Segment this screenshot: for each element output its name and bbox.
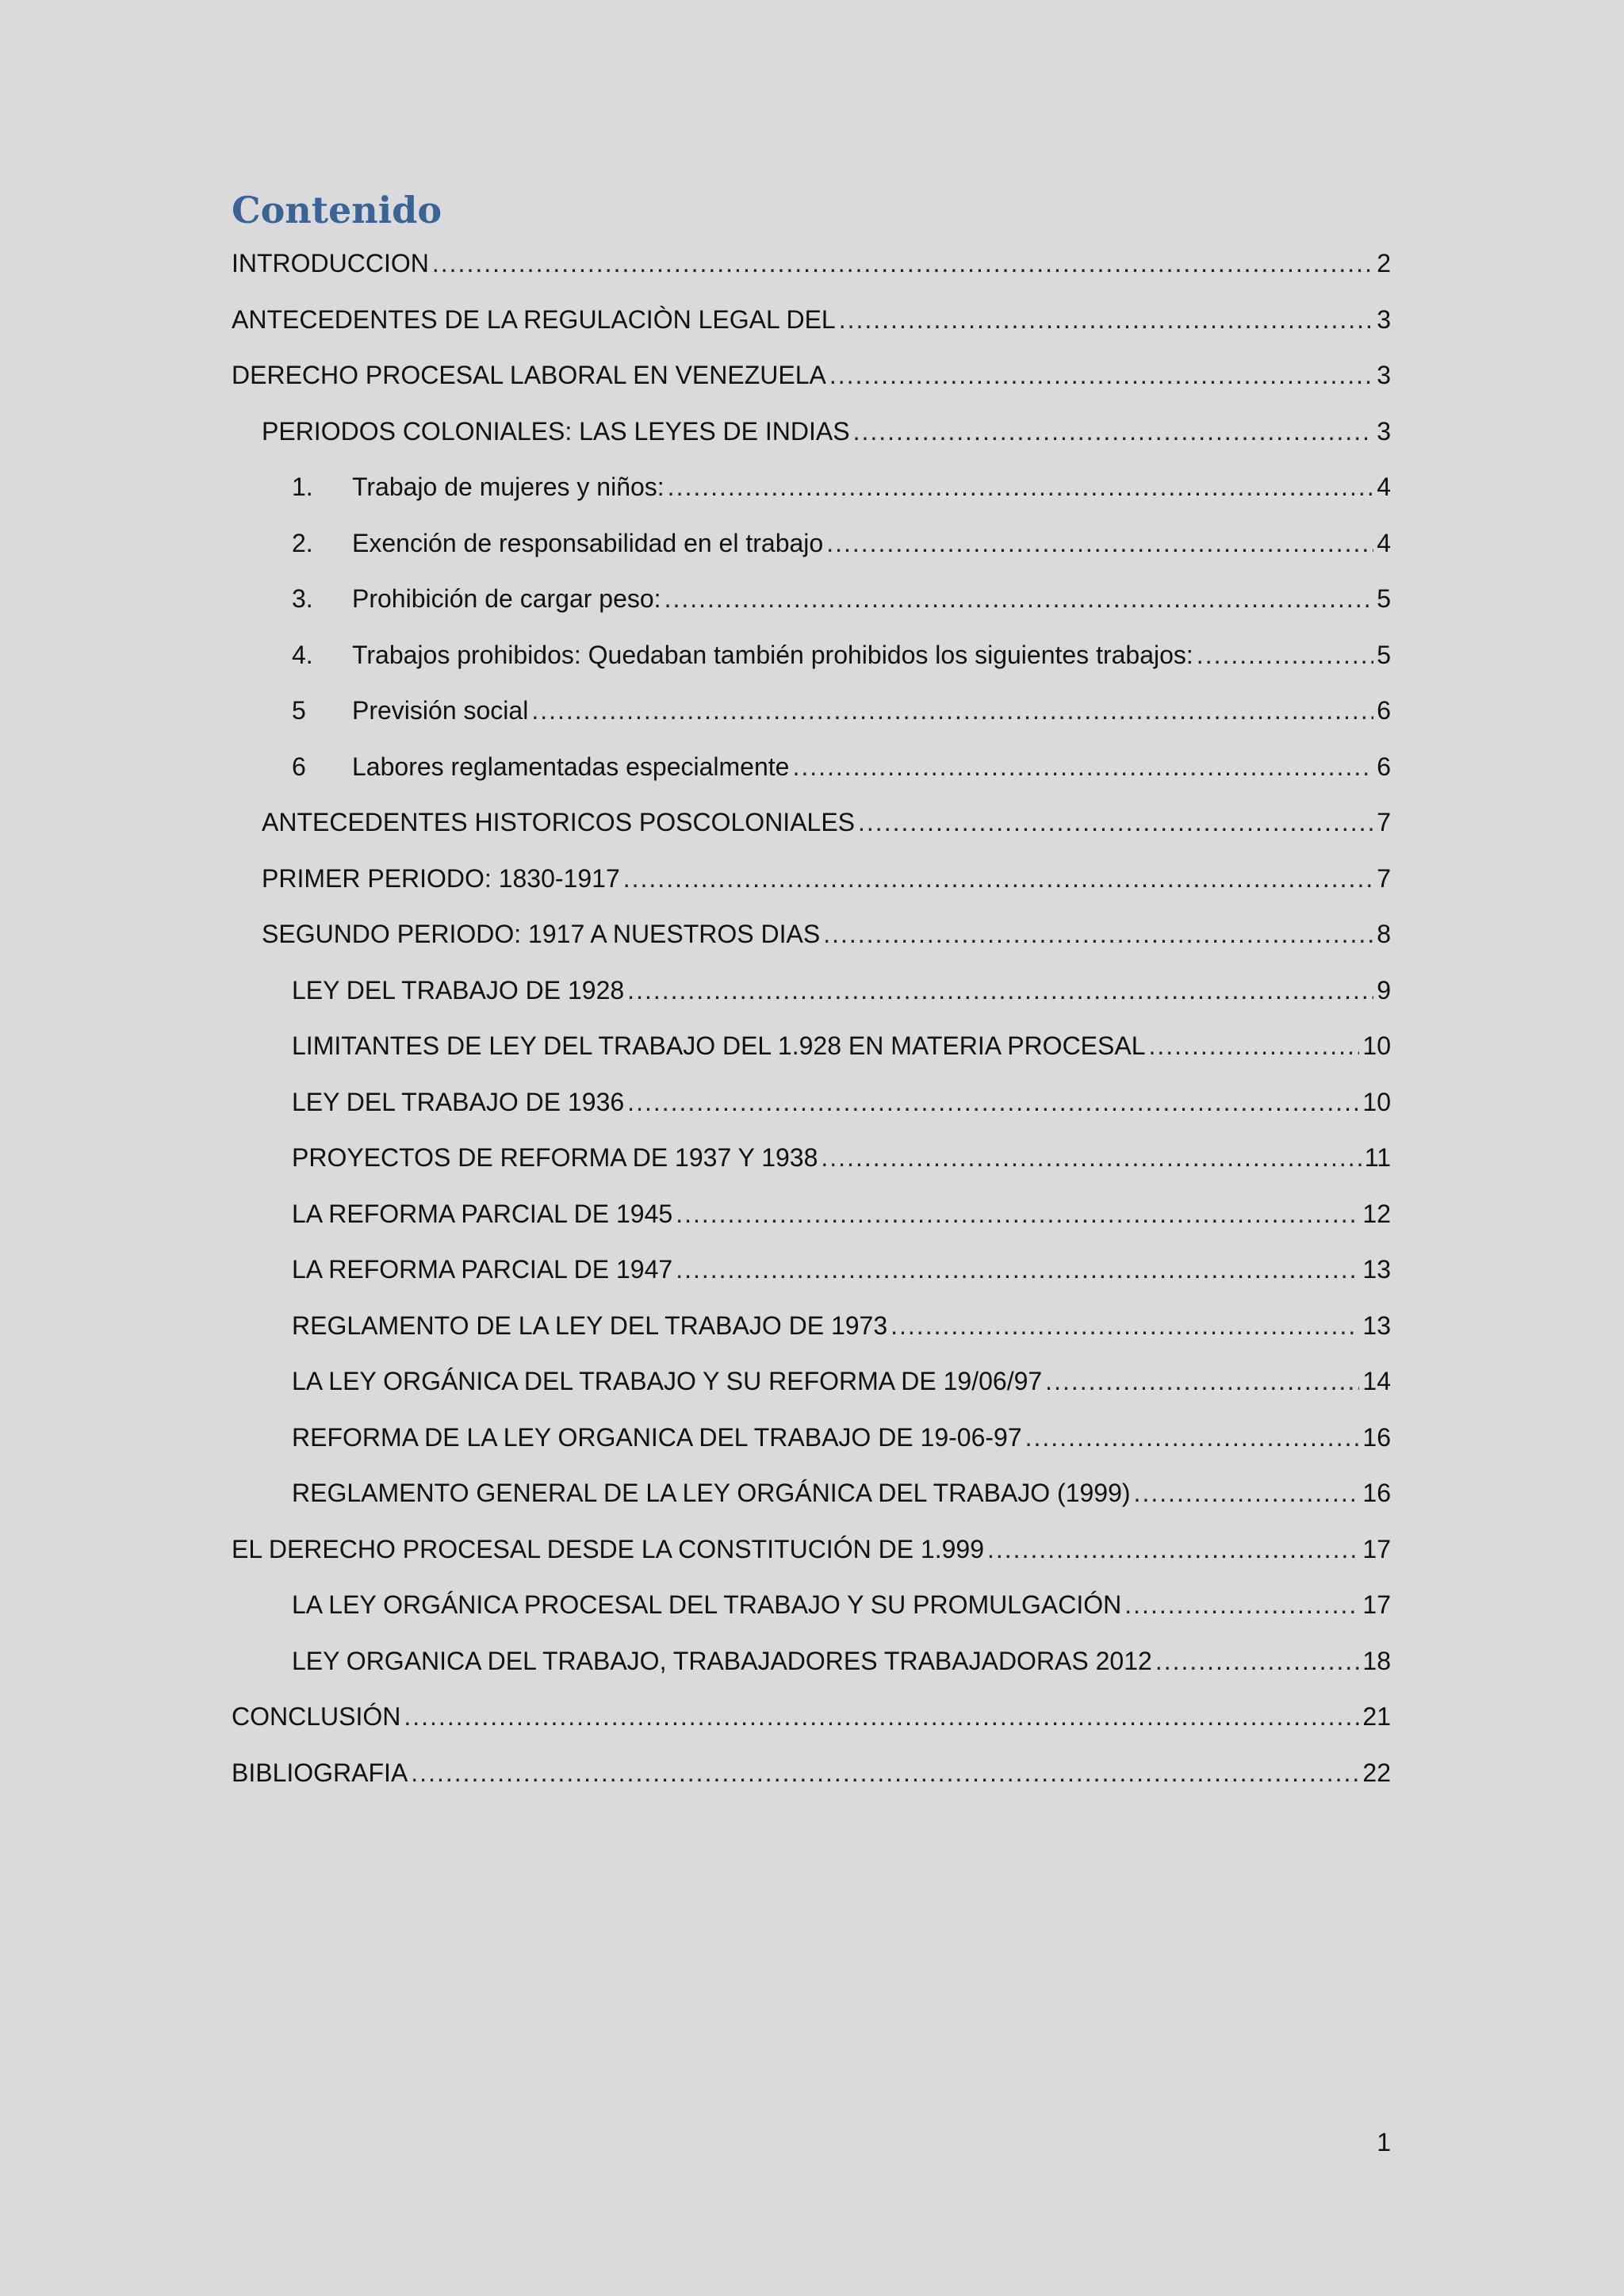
toc-entry-page: 22 [1362,1758,1391,1787]
toc-entry-title: ANTECEDENTES HISTORICOS POSCOLONIALES [262,808,856,836]
toc-entry-title: LA REFORMA PARCIAL DE 1947 [292,1255,673,1284]
toc-entry[interactable] [232,690,1391,746]
toc-entry-title: LEY DEL TRABAJO DE 1936 [292,1087,625,1116]
toc-entry-page: 11 [1364,1143,1391,1172]
toc-entry-title: LEY ORGANICA DEL TRABAJO, TRABAJADORES TRABAJADORAS 2012 [292,1646,1152,1675]
toc-entry-title: REGLAMENTO DE LA LEY DEL TRABAJO DE 1973 [292,1311,888,1340]
page-number: 1 [1377,2128,1391,2156]
toc-entry-number: 2. [292,528,313,557]
toc-entry[interactable] [232,1025,1391,1081]
toc-entry[interactable] [232,802,1391,858]
toc-entry-number: 5 [292,696,306,725]
toc-entry-page: 17 [1362,1590,1391,1619]
toc-entry-page: 7 [1377,808,1391,836]
toc-entry-page: 8 [1377,920,1391,948]
toc-entry[interactable] [232,1137,1391,1193]
toc-entry[interactable] [232,411,1391,467]
toc-entry-page: 4 [1377,528,1391,557]
toc-entry-page: 10 [1362,1031,1391,1060]
toc-entry-title: PROYECTOS DE REFORMA DE 1937 Y 1938 [292,1143,818,1172]
toc-entry[interactable] [232,634,1391,691]
toc-entry-title: PRIMER PERIODO: 1830-1917 [262,863,620,893]
toc-entry-number: 4. [292,640,313,669]
toc-dot-leader [531,690,1373,731]
toc-entry[interactable] [232,1193,1391,1249]
toc-dot-leader [891,1305,1359,1346]
toc-dot-leader [623,858,1373,899]
toc-entry-page: 7 [1377,863,1391,893]
toc-entry-page: 5 [1377,640,1391,669]
toc-dot-leader [858,802,1373,843]
toc-dot-leader [668,466,1374,507]
toc-dot-leader [829,354,1373,396]
toc-entry-title: Exención de responsabilidad en el trabajo [352,528,824,557]
toc-entry-page: 4 [1377,473,1391,501]
toc-heading: Contenido [232,189,442,232]
toc-entry-title: Trabajo de mujeres y niños: [352,473,665,501]
toc-entry-title: SEGUNDO PERIODO: 1917 A NUESTROS DIAS [262,920,821,948]
toc-entry-page: 13 [1362,1255,1391,1284]
toc-entry-title: Prohibición de cargar peso: [352,584,661,613]
toc-entry[interactable] [232,1472,1391,1529]
toc-entry-page: 6 [1377,752,1391,781]
toc-entry-page: 3 [1377,416,1391,446]
toc-entry[interactable] [232,970,1391,1026]
toc-dot-leader [1155,1640,1360,1682]
toc-dot-leader [432,243,1373,284]
toc-entry-title: EL DERECHO PROCESAL DESDE LA CONSTITUCIÓN DE 1.999 [232,1534,984,1563]
toc-entry[interactable] [232,299,1391,355]
toc-entry-page: 21 [1362,1702,1391,1731]
toc-entry-page: 17 [1362,1534,1391,1563]
toc-entry-page: 16 [1362,1479,1391,1507]
toc-entry-page: 16 [1362,1422,1391,1452]
toc-entry-page: 14 [1362,1367,1391,1395]
toc-dot-leader [665,578,1374,619]
toc-entry-number: 1. [292,473,313,501]
toc-dot-leader [1124,1584,1359,1625]
toc-entry[interactable] [232,354,1391,411]
toc-entry-title: ANTECEDENTES DE LA REGULACIÒN LEGAL DEL [232,304,836,334]
toc-entry-page: 6 [1377,696,1391,725]
toc-entry-page: 3 [1377,304,1391,334]
toc-dot-leader [1045,1360,1359,1402]
toc-entry[interactable] [232,1529,1391,1585]
toc-entry-number: 6 [292,752,306,781]
toc-entry-number: 3. [292,584,313,613]
toc-entry[interactable] [232,858,1391,914]
toc-dot-leader [411,1752,1359,1793]
toc-dot-leader [792,746,1373,787]
toc-entry[interactable] [232,1417,1391,1473]
toc-entry-title: DERECHO PROCESAL LABORAL EN VENEZUELA [232,361,826,389]
toc-entry[interactable] [232,466,1391,522]
toc-entry-title: BIBLIOGRAFIA [232,1758,408,1787]
toc-dot-leader [839,299,1374,340]
toc-entry[interactable] [232,1360,1391,1417]
toc-entry[interactable] [232,1640,1391,1697]
toc-dot-leader [987,1529,1359,1570]
toc-entry[interactable] [232,243,1391,299]
toc-entry-page: 13 [1362,1311,1391,1340]
table-of-contents [232,243,1391,1808]
toc-entry[interactable] [232,578,1391,634]
toc-entry-page: 3 [1377,361,1391,389]
toc-entry-page: 18 [1362,1646,1391,1675]
toc-entry[interactable] [232,746,1391,802]
toc-entry-title: Previsión social [352,696,529,725]
toc-entry-page: 2 [1377,249,1391,277]
toc-entry[interactable] [232,1305,1391,1361]
toc-entry-title: LA LEY ORGÁNICA PROCESAL DEL TRABAJO Y SU PROMULGACIÓN [292,1590,1122,1619]
toc-entry-page: 10 [1362,1087,1391,1116]
toc-entry-title: REFORMA DE LA LEY ORGANICA DEL TRABAJO DE 19-06-97 [292,1422,1022,1452]
toc-dot-leader [1149,1025,1360,1066]
toc-entry[interactable] [232,1584,1391,1640]
toc-entry-title: LA LEY ORGÁNICA DEL TRABAJO Y SU REFORMA DE 19/06/97 [292,1367,1043,1395]
toc-entry-title: PERIODOS COLONIALES: LAS LEYES DE INDIAS [262,416,850,446]
toc-entry-title: LA REFORMA PARCIAL DE 1945 [292,1199,673,1228]
toc-dot-leader [1134,1472,1360,1513]
toc-entry-title: CONCLUSIÓN [232,1702,401,1731]
toc-entry-title: REGLAMENTO GENERAL DE LA LEY ORGÁNICA DEL TRABAJO (1999) [292,1479,1131,1507]
toc-dot-leader [821,1137,1361,1178]
toc-entry[interactable] [232,913,1391,970]
toc-dot-leader [676,1249,1359,1290]
toc-entry[interactable] [232,522,1391,579]
toc-dot-leader [404,1696,1359,1737]
toc-dot-leader [823,913,1373,955]
toc-entry-page: 9 [1377,975,1391,1004]
toc-dot-leader [627,1081,1359,1123]
toc-entry[interactable] [232,1249,1391,1305]
toc-entry[interactable] [232,1752,1391,1808]
toc-dot-leader [1197,634,1373,675]
toc-entry-title: Trabajos prohibidos: Quedaban también prohibidos los siguientes trabajos: [352,640,1193,669]
toc-entry-title: Labores reglamentadas especialmente [352,752,790,781]
toc-entry[interactable] [232,1081,1391,1138]
toc-dot-leader [1025,1417,1360,1458]
toc-entry-title: INTRODUCCION [232,249,429,277]
toc-entry-page: 12 [1362,1199,1391,1228]
toc-dot-leader [676,1193,1359,1234]
toc-dot-leader [627,970,1373,1011]
toc-entry[interactable] [232,1696,1391,1752]
toc-dot-leader [853,411,1374,452]
toc-dot-leader [826,522,1373,564]
toc-entry-title: LEY DEL TRABAJO DE 1928 [292,975,625,1004]
toc-entry-title: LIMITANTES DE LEY DEL TRABAJO DEL 1.928 EN MATERIA PROCESAL [292,1031,1146,1060]
toc-entry-page: 5 [1377,584,1391,613]
